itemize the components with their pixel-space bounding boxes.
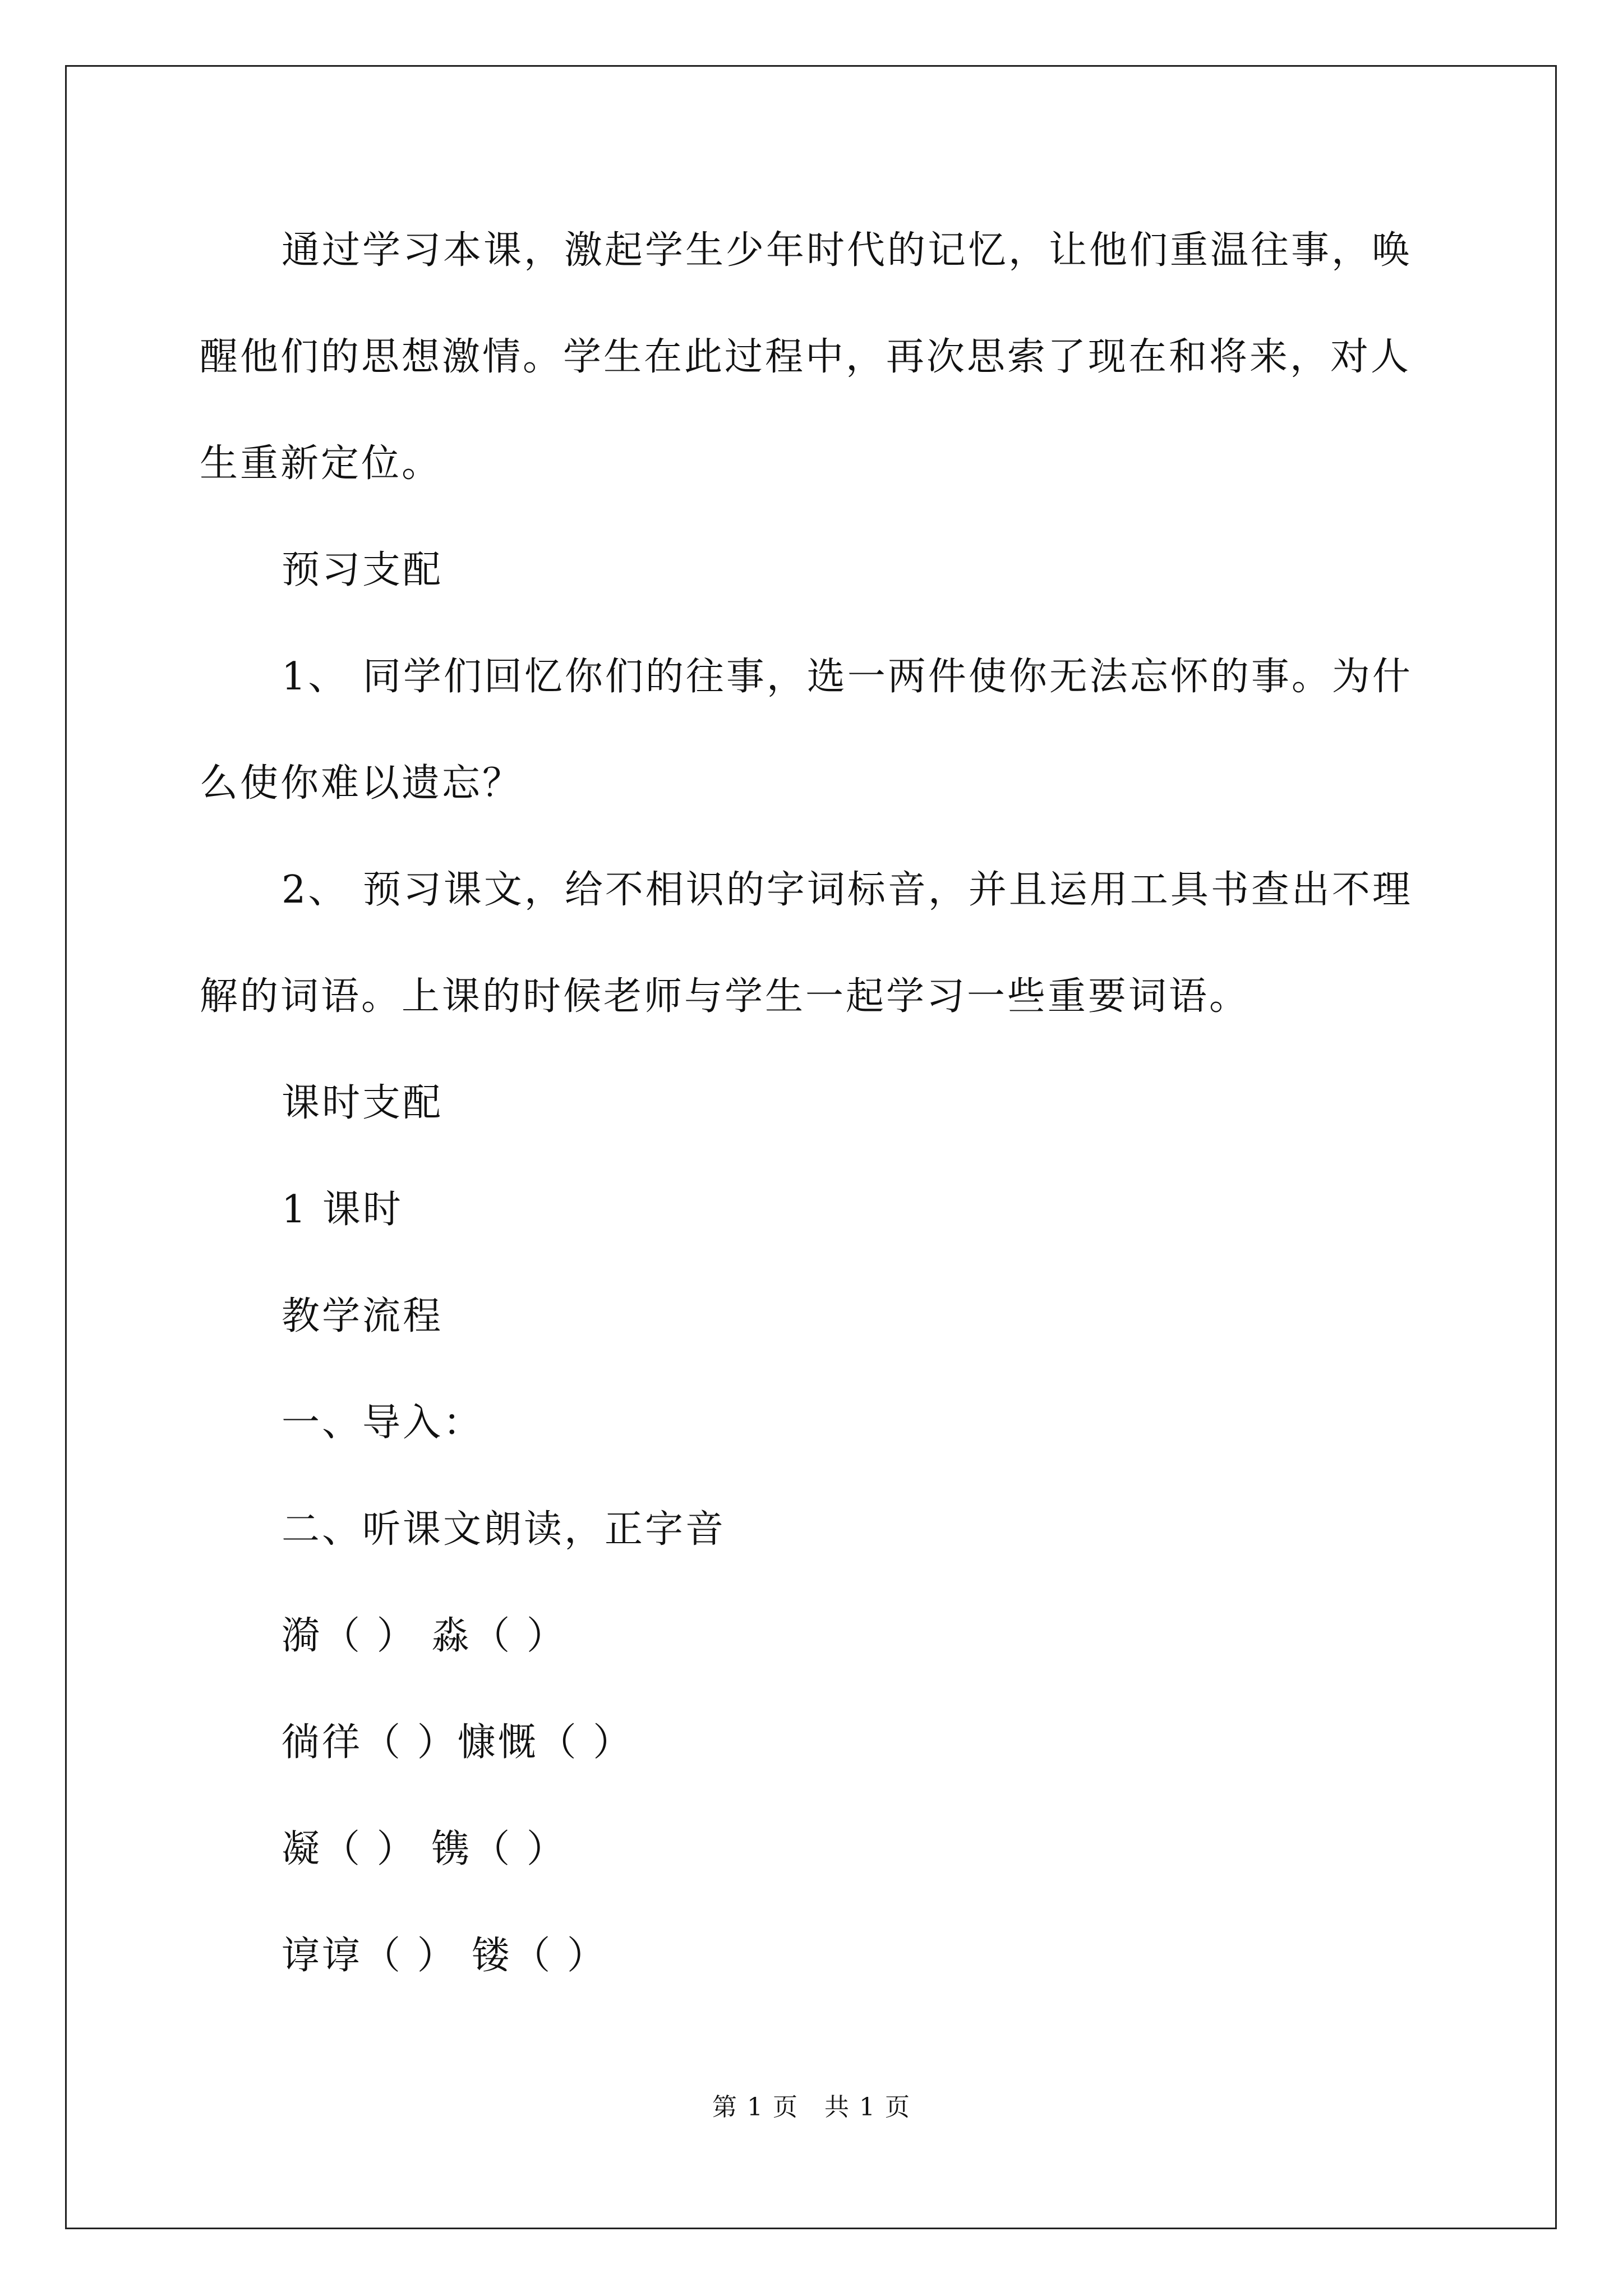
step-heading: 一、导入： (282, 1401, 484, 1445)
list-item: 1、 同学们回忆你们的往事，选一两件使你无法忘怀的事。为什 (282, 655, 1413, 699)
vocab-line: 徜徉（ ）慷慨（ ） (282, 1720, 634, 1765)
vocab-line: 谆谆（ ） 镂（ ） (282, 1934, 607, 1978)
section-heading: 预习支配 (282, 548, 444, 592)
list-item: 2、 预习课文，给不相识的字词标音，并且运用工具书查出不理 (282, 868, 1413, 912)
vocab-line: 凝（ ） 镌（ ） (282, 1827, 567, 1871)
list-item-continuation: 解的词语。上课的时候老师与学生一起学习一些重要词语。 (200, 974, 1250, 1019)
page-footer: 第 1 页 共 1 页 (712, 2093, 911, 2122)
paragraph-line: 生重新定位。 (200, 441, 442, 486)
section-heading: 课时支配 (282, 1081, 444, 1125)
paragraph-line: 醒他们的思想激情。学生在此过程中，再次思索了现在和将来，对人 (200, 335, 1412, 379)
step-heading: 二、听课文朗读，正字音 (282, 1507, 726, 1552)
list-item-continuation: 么使你难以遗忘？ (200, 761, 523, 806)
vocab-line: 漪（ ） 淼（ ） (282, 1614, 567, 1658)
section-heading: 教学流程 (282, 1294, 444, 1338)
paragraph-line: 1 课时 (282, 1188, 403, 1232)
page-border (65, 65, 1557, 2229)
paragraph-line: 通过学习本课，激起学生少年时代的记忆，让他们重温往事，唤 (282, 228, 1413, 273)
